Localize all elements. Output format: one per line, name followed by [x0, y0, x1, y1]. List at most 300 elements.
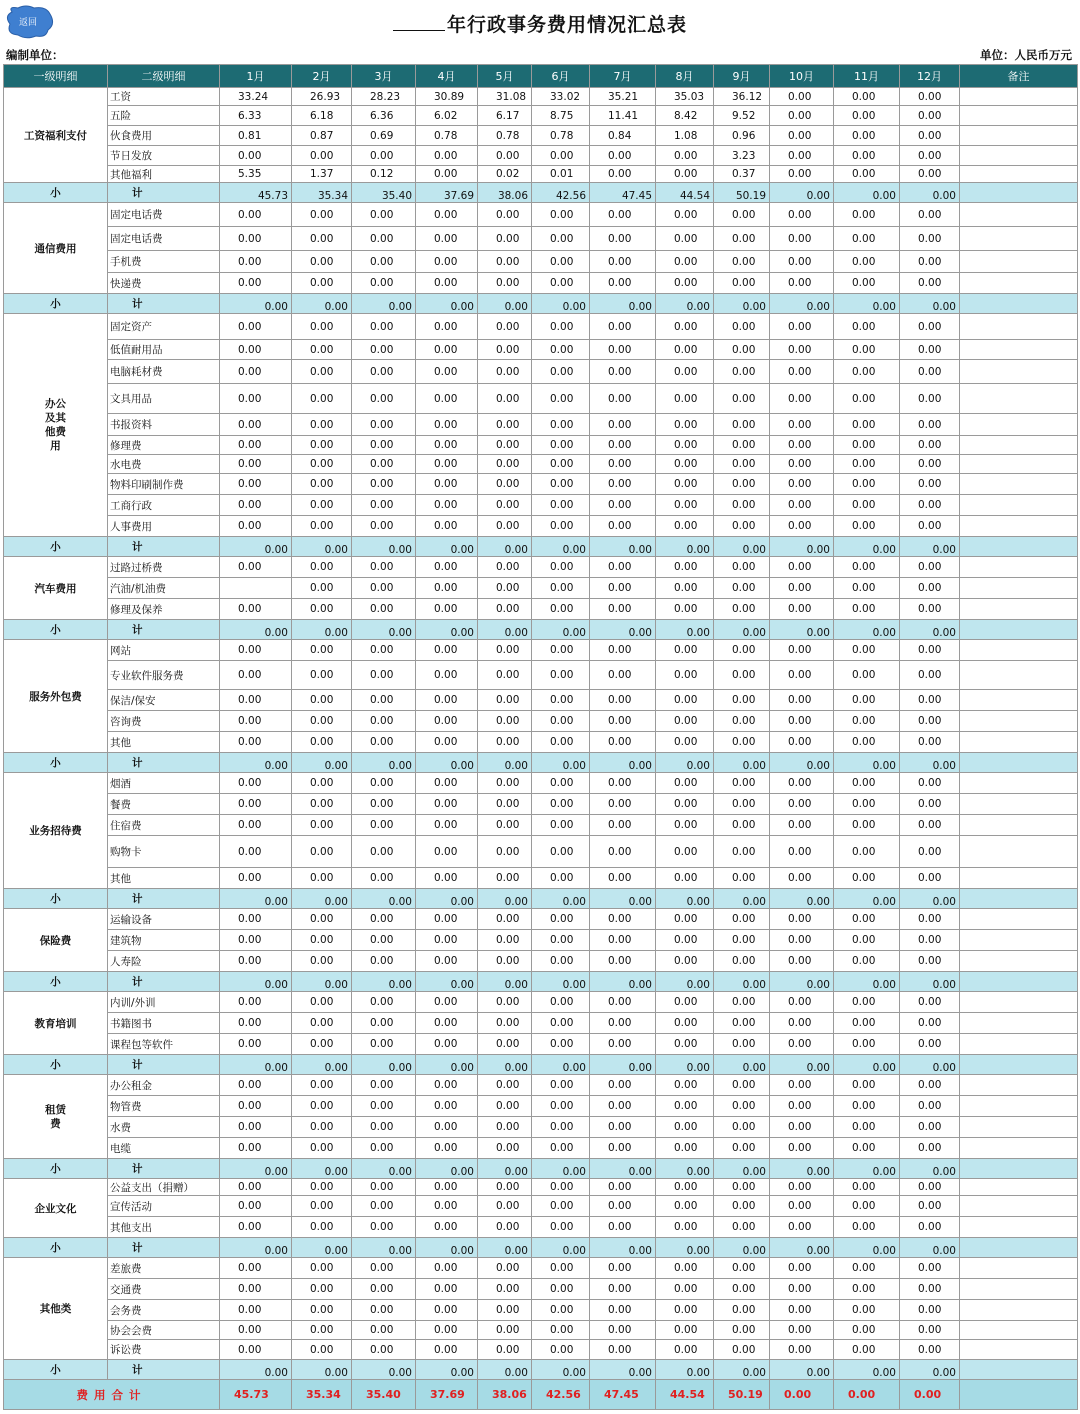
month-value-cell: 0.00	[714, 251, 770, 273]
month-value-cell: 0.00	[834, 661, 900, 690]
month-value-cell: 0.00	[292, 1034, 352, 1055]
month-value-cell: 0.00	[834, 1179, 900, 1196]
month-value-cell: 0.00	[416, 690, 478, 711]
month-value-cell: 0.00	[590, 455, 656, 474]
month-value-cell: 1.37	[292, 166, 352, 183]
remark-cell	[960, 661, 1078, 690]
month-value-cell: 0.00	[590, 436, 656, 455]
month-value-cell: 0.00	[220, 1196, 292, 1217]
month-value-cell: 0.00	[292, 690, 352, 711]
subtotal-value-cell: 0.00	[292, 972, 352, 992]
month-value-cell: 0.00	[714, 711, 770, 732]
month-value-cell: 0.00	[532, 836, 590, 868]
month-value-cell: 0.00	[416, 474, 478, 495]
month-value-cell: 0.00	[478, 474, 532, 495]
subcategory-cell: 协会会费	[108, 1321, 220, 1340]
month-value-cell: 0.00	[770, 815, 834, 836]
column-header: 12月	[900, 65, 960, 88]
month-value-cell: 0.00	[352, 474, 416, 495]
month-value-cell: 0.00	[770, 794, 834, 815]
month-value-cell: 0.00	[714, 773, 770, 794]
month-value-cell: 0.00	[590, 1138, 656, 1159]
month-value-cell: 0.00	[220, 146, 292, 166]
month-value-cell: 0.00	[292, 1117, 352, 1138]
month-value-cell: 0.00	[714, 1321, 770, 1340]
subtotal-value-cell: 0.00	[532, 1360, 590, 1380]
category-cell: 汽车费用	[4, 557, 108, 620]
month-value-cell: 0.00	[292, 557, 352, 578]
month-value-cell: 0.00	[416, 599, 478, 620]
month-value-cell: 0.00	[656, 516, 714, 537]
month-value-cell: 0.00	[770, 1075, 834, 1096]
month-value-cell: 0.00	[292, 951, 352, 972]
subtotal-value-cell: 0.00	[900, 294, 960, 314]
remark-cell	[960, 384, 1078, 414]
remark-cell	[960, 340, 1078, 360]
remark-cell	[960, 690, 1078, 711]
table-row	[4, 166, 1078, 183]
month-value-cell: 0.00	[220, 868, 292, 889]
month-value-cell: 0.00	[656, 1340, 714, 1360]
month-value-cell: 0.00	[900, 640, 960, 661]
month-value-cell: 0.00	[220, 227, 292, 251]
subtotal-value-cell: 0.00	[656, 1238, 714, 1258]
month-value-cell: 0.00	[478, 773, 532, 794]
subtotal-value-cell: 0.00	[416, 620, 478, 640]
month-value-cell: 0.00	[834, 1196, 900, 1217]
page-title	[0, 10, 1080, 37]
month-value-cell: 0.00	[834, 516, 900, 537]
month-value-cell: 0.00	[590, 251, 656, 273]
month-value-cell: 0.00	[834, 273, 900, 294]
month-value-cell: 0.00	[352, 495, 416, 516]
month-value-cell: 0.00	[220, 909, 292, 930]
month-value-cell: 0.00	[352, 360, 416, 384]
subtotal-value-cell: 0.00	[656, 1055, 714, 1075]
month-value-cell: 0.00	[292, 732, 352, 753]
month-value-cell: 0.00	[714, 273, 770, 294]
month-value-cell: 0.00	[352, 1196, 416, 1217]
month-value-cell: 0.00	[416, 455, 478, 474]
month-value-cell: 0.00	[656, 930, 714, 951]
month-value-cell: 0.00	[416, 868, 478, 889]
month-value-cell: 0.00	[714, 909, 770, 930]
subcategory-cell: 建筑物	[108, 930, 220, 951]
remark-cell	[960, 1179, 1078, 1196]
grand-total-label: 费用合计	[4, 1380, 220, 1410]
month-value-cell: 0.00	[590, 1117, 656, 1138]
month-value-cell: 0.00	[656, 951, 714, 972]
subtotal-value-cell: 0.00	[416, 1159, 478, 1179]
month-value-cell: 0.00	[590, 992, 656, 1013]
month-value-cell	[220, 578, 292, 599]
month-value-cell: 0.00	[770, 1096, 834, 1117]
subcategory-cell: 工商行政	[108, 495, 220, 516]
subtotal-value-cell: 0.00	[770, 889, 834, 909]
grand-total-value-cell: 37.69	[416, 1380, 478, 1410]
subtotal-value-cell: 0.00	[714, 1360, 770, 1380]
month-value-cell: 0.00	[220, 516, 292, 537]
subtotal-value-cell: 0.00	[900, 183, 960, 203]
subtotal-value-cell: 0.00	[220, 972, 292, 992]
subtotal-value-cell: 0.00	[478, 753, 532, 773]
month-value-cell: 0.00	[532, 1300, 590, 1321]
month-value-cell: 0.00	[478, 495, 532, 516]
month-value-cell: 0.00	[714, 516, 770, 537]
month-value-cell: 0.00	[416, 166, 478, 183]
subtotal-value-cell: 0.00	[770, 1055, 834, 1075]
subtotal-value-cell: 0.00	[416, 1360, 478, 1380]
subcategory-cell: 电缆	[108, 1138, 220, 1159]
month-value-cell: 0.78	[416, 126, 478, 146]
subtotal-label-2: 计	[108, 620, 220, 640]
month-value-cell: 0.00	[590, 836, 656, 868]
subtotal-value-cell: 0.00	[292, 889, 352, 909]
month-value-cell: 0.00	[352, 340, 416, 360]
subcategory-cell: 物料印刷制作费	[108, 474, 220, 495]
month-value-cell: 0.00	[834, 1075, 900, 1096]
month-value-cell: 0.00	[352, 557, 416, 578]
month-value-cell: 0.00	[656, 1117, 714, 1138]
subtotal-row	[4, 1238, 1078, 1258]
month-value-cell: 0.00	[292, 1096, 352, 1117]
subtotal-remark-cell	[960, 972, 1078, 992]
remark-cell	[960, 868, 1078, 889]
month-value-cell: 0.00	[416, 836, 478, 868]
remark-cell	[960, 1340, 1078, 1360]
month-value-cell: 0.00	[770, 126, 834, 146]
month-value-cell: 0.00	[834, 455, 900, 474]
month-value-cell: 0.02	[478, 166, 532, 183]
table-row	[4, 516, 1078, 537]
table-row	[4, 868, 1078, 889]
month-value-cell: 0.00	[220, 1258, 292, 1279]
month-value-cell: 0.00	[834, 732, 900, 753]
table-row	[4, 1138, 1078, 1159]
month-value-cell: 0.00	[656, 836, 714, 868]
remark-cell	[960, 1196, 1078, 1217]
subcategory-cell: 内训/外训	[108, 992, 220, 1013]
month-value-cell: 0.00	[292, 340, 352, 360]
month-value-cell: 0.00	[478, 690, 532, 711]
month-value-cell: 6.02	[416, 106, 478, 126]
month-value-cell: 0.00	[220, 414, 292, 436]
month-value-cell: 0.00	[770, 1258, 834, 1279]
month-value-cell: 0.00	[292, 661, 352, 690]
month-value-cell: 0.00	[220, 1117, 292, 1138]
month-value-cell: 0.00	[416, 251, 478, 273]
month-value-cell: 0.00	[834, 1096, 900, 1117]
month-value-cell: 0.00	[714, 557, 770, 578]
month-value-cell: 0.00	[714, 794, 770, 815]
month-value-cell: 0.00	[770, 203, 834, 227]
remark-cell	[960, 930, 1078, 951]
month-value-cell: 0.00	[590, 732, 656, 753]
subtotal-value-cell: 0.00	[220, 1055, 292, 1075]
month-value-cell: 0.00	[900, 1013, 960, 1034]
month-value-cell: 0.00	[834, 909, 900, 930]
month-value-cell: 0.00	[352, 1300, 416, 1321]
month-value-cell: 0.00	[352, 815, 416, 836]
month-value-cell: 0.00	[352, 146, 416, 166]
month-value-cell: 0.00	[656, 1096, 714, 1117]
subtotal-label-2: 计	[108, 753, 220, 773]
month-value-cell: 0.00	[292, 1217, 352, 1238]
table-row	[4, 273, 1078, 294]
subtotal-value-cell: 0.00	[352, 1238, 416, 1258]
subtotal-value-cell: 0.00	[478, 1360, 532, 1380]
column-header: 二级明细	[108, 65, 220, 88]
month-value-cell: 0.81	[220, 126, 292, 146]
category-cell: 服务外包费	[4, 640, 108, 753]
month-value-cell: 0.69	[352, 126, 416, 146]
month-value-cell: 0.00	[770, 1179, 834, 1196]
subtotal-remark-cell	[960, 889, 1078, 909]
subtotal-value-cell: 0.00	[834, 183, 900, 203]
month-value-cell: 0.00	[292, 1196, 352, 1217]
month-value-cell: 0.00	[220, 384, 292, 414]
month-value-cell: 0.00	[714, 1258, 770, 1279]
table-row	[4, 1034, 1078, 1055]
month-value-cell: 0.00	[220, 690, 292, 711]
subtotal-value-cell: 0.00	[416, 1055, 478, 1075]
month-value-cell: 0.00	[532, 815, 590, 836]
month-value-cell: 0.00	[834, 146, 900, 166]
month-value-cell: 0.00	[352, 455, 416, 474]
subcategory-cell: 五险	[108, 106, 220, 126]
table-row	[4, 951, 1078, 972]
month-value-cell: 0.00	[770, 495, 834, 516]
month-value-cell: 0.00	[900, 794, 960, 815]
month-value-cell: 0.00	[770, 106, 834, 126]
subcategory-cell: 书报资料	[108, 414, 220, 436]
table-row	[4, 711, 1078, 732]
grand-total-value-cell: 0.00	[834, 1380, 900, 1410]
subtotal-value-cell: 38.06	[478, 183, 532, 203]
month-value-cell: 0.00	[714, 578, 770, 599]
month-value-cell: 0.00	[532, 251, 590, 273]
subtotal-label-1: 小	[4, 1159, 108, 1179]
month-value-cell: 0.00	[714, 203, 770, 227]
subcategory-cell: 物管费	[108, 1096, 220, 1117]
month-value-cell: 0.00	[900, 909, 960, 930]
month-value-cell: 0.00	[416, 1034, 478, 1055]
subtotal-value-cell: 0.00	[590, 889, 656, 909]
month-value-cell: 0.00	[352, 314, 416, 340]
month-value-cell: 0.00	[478, 516, 532, 537]
subcategory-cell: 固定电话费	[108, 203, 220, 227]
month-value-cell: 0.00	[656, 557, 714, 578]
month-value-cell: 0.00	[220, 1013, 292, 1034]
month-value-cell: 0.12	[352, 166, 416, 183]
month-value-cell: 0.00	[292, 578, 352, 599]
month-value-cell: 0.00	[352, 251, 416, 273]
subtotal-value-cell: 0.00	[352, 1360, 416, 1380]
month-value-cell: 0.00	[352, 1034, 416, 1055]
remark-cell	[960, 88, 1078, 106]
table-row	[4, 455, 1078, 474]
month-value-cell: 8.75	[532, 106, 590, 126]
month-value-cell: 0.00	[532, 1117, 590, 1138]
subtotal-label-2: 计	[108, 1238, 220, 1258]
column-header: 11月	[834, 65, 900, 88]
month-value-cell: 0.00	[292, 711, 352, 732]
subtotal-value-cell: 0.00	[532, 1159, 590, 1179]
month-value-cell: 0.00	[352, 732, 416, 753]
subtotal-label-2: 计	[108, 889, 220, 909]
grand-total-row	[4, 1380, 1078, 1410]
month-value-cell: 0.00	[532, 557, 590, 578]
month-value-cell: 0.00	[656, 599, 714, 620]
month-value-cell: 0.00	[532, 690, 590, 711]
subtotal-value-cell: 0.00	[478, 889, 532, 909]
subtotal-label-1: 小	[4, 537, 108, 557]
month-value-cell: 0.00	[532, 1179, 590, 1196]
month-value-cell: 0.00	[478, 436, 532, 455]
subcategory-cell: 节日发放	[108, 146, 220, 166]
month-value-cell: 0.00	[416, 1013, 478, 1034]
month-value-cell: 0.00	[220, 951, 292, 972]
month-value-cell: 0.00	[220, 455, 292, 474]
subcategory-cell: 手机费	[108, 251, 220, 273]
month-value-cell: 0.00	[834, 314, 900, 340]
month-value-cell: 0.00	[416, 384, 478, 414]
month-value-cell: 0.00	[834, 1138, 900, 1159]
month-value-cell: 0.00	[834, 640, 900, 661]
month-value-cell: 0.00	[478, 340, 532, 360]
month-value-cell: 0.00	[714, 599, 770, 620]
month-value-cell: 0.00	[656, 992, 714, 1013]
subtotal-value-cell: 0.00	[220, 753, 292, 773]
month-value-cell: 0.00	[656, 1258, 714, 1279]
month-value-cell: 8.42	[656, 106, 714, 126]
month-value-cell: 0.00	[590, 273, 656, 294]
subtotal-value-cell: 0.00	[714, 1159, 770, 1179]
month-value-cell: 0.00	[478, 951, 532, 972]
month-value-cell: 6.33	[220, 106, 292, 126]
month-value-cell: 0.00	[352, 1096, 416, 1117]
subtotal-value-cell: 0.00	[834, 1159, 900, 1179]
month-value-cell: 0.00	[834, 106, 900, 126]
table-row	[4, 251, 1078, 273]
subtotal-value-cell: 0.00	[352, 972, 416, 992]
month-value-cell: 0.00	[478, 557, 532, 578]
remark-cell	[960, 414, 1078, 436]
month-value-cell: 0.00	[590, 711, 656, 732]
subtotal-value-cell: 0.00	[352, 753, 416, 773]
month-value-cell: 0.00	[292, 495, 352, 516]
month-value-cell: 0.00	[656, 1196, 714, 1217]
subtotal-value-cell: 0.00	[416, 1238, 478, 1258]
subtotal-value-cell: 0.00	[590, 1360, 656, 1380]
subtotal-row	[4, 1055, 1078, 1075]
month-value-cell: 0.00	[220, 273, 292, 294]
grand-total-value-cell: 44.54	[656, 1380, 714, 1410]
subtotal-value-cell: 0.00	[352, 537, 416, 557]
month-value-cell: 0.00	[220, 815, 292, 836]
subtotal-remark-cell	[960, 620, 1078, 640]
month-value-cell: 0.00	[532, 384, 590, 414]
subtotal-value-cell: 0.00	[714, 537, 770, 557]
month-value-cell: 0.00	[656, 815, 714, 836]
month-value-cell: 0.00	[416, 794, 478, 815]
subtotal-remark-cell	[960, 537, 1078, 557]
subtotal-value-cell: 0.00	[656, 889, 714, 909]
subcategory-cell: 文具用品	[108, 384, 220, 414]
month-value-cell: 0.00	[220, 436, 292, 455]
month-value-cell: 0.00	[416, 1075, 478, 1096]
subtotal-value-cell: 0.00	[770, 1360, 834, 1380]
month-value-cell: 0.00	[834, 384, 900, 414]
month-value-cell: 0.00	[656, 166, 714, 183]
month-value-cell: 0.00	[416, 951, 478, 972]
month-value-cell: 0.00	[834, 1217, 900, 1238]
subtotal-value-cell: 0.00	[478, 972, 532, 992]
month-value-cell: 0.00	[834, 227, 900, 251]
month-value-cell: 0.00	[656, 455, 714, 474]
month-value-cell: 0.00	[416, 273, 478, 294]
month-value-cell: 0.00	[900, 930, 960, 951]
remark-cell	[960, 1034, 1078, 1055]
month-value-cell: 0.00	[900, 1196, 960, 1217]
month-value-cell: 0.00	[834, 868, 900, 889]
remark-cell	[960, 166, 1078, 183]
subtotal-row	[4, 889, 1078, 909]
month-value-cell: 11.41	[590, 106, 656, 126]
subtotal-value-cell: 0.00	[352, 889, 416, 909]
month-value-cell: 0.00	[714, 314, 770, 340]
table-row	[4, 1075, 1078, 1096]
subtotal-value-cell: 0.00	[770, 537, 834, 557]
month-value-cell: 0.00	[478, 1217, 532, 1238]
remark-cell	[960, 909, 1078, 930]
subtotal-value-cell: 0.00	[532, 537, 590, 557]
subcategory-cell: 汽油/机油费	[108, 578, 220, 599]
month-value-cell: 0.00	[770, 1217, 834, 1238]
subcategory-cell: 诉讼费	[108, 1340, 220, 1360]
month-value-cell: 0.00	[416, 360, 478, 384]
month-value-cell: 0.00	[292, 599, 352, 620]
remark-cell	[960, 1300, 1078, 1321]
subtotal-value-cell: 0.00	[770, 183, 834, 203]
subtotal-value-cell: 0.00	[220, 889, 292, 909]
subtotal-value-cell: 0.00	[532, 1055, 590, 1075]
remark-cell	[960, 251, 1078, 273]
subtotal-value-cell: 0.00	[714, 1238, 770, 1258]
subcategory-cell: 过路过桥费	[108, 557, 220, 578]
month-value-cell: 0.00	[590, 1075, 656, 1096]
month-value-cell: 0.00	[656, 578, 714, 599]
month-value-cell: 0.00	[532, 1034, 590, 1055]
remark-cell	[960, 557, 1078, 578]
subtotal-value-cell: 0.00	[416, 537, 478, 557]
month-value-cell: 0.00	[770, 88, 834, 106]
month-value-cell: 0.00	[590, 495, 656, 516]
month-value-cell: 0.00	[714, 414, 770, 436]
subtotal-value-cell: 0.00	[590, 620, 656, 640]
month-value-cell: 0.00	[220, 1300, 292, 1321]
subtotal-remark-cell	[960, 1055, 1078, 1075]
month-value-cell: 0.00	[770, 1340, 834, 1360]
month-value-cell: 0.00	[220, 1075, 292, 1096]
month-value-cell: 0.00	[352, 1075, 416, 1096]
column-header: 备注	[960, 65, 1078, 88]
month-value-cell: 0.00	[770, 314, 834, 340]
month-value-cell: 0.00	[532, 711, 590, 732]
remark-cell	[960, 126, 1078, 146]
month-value-cell: 0.00	[834, 436, 900, 455]
remark-cell	[960, 1096, 1078, 1117]
